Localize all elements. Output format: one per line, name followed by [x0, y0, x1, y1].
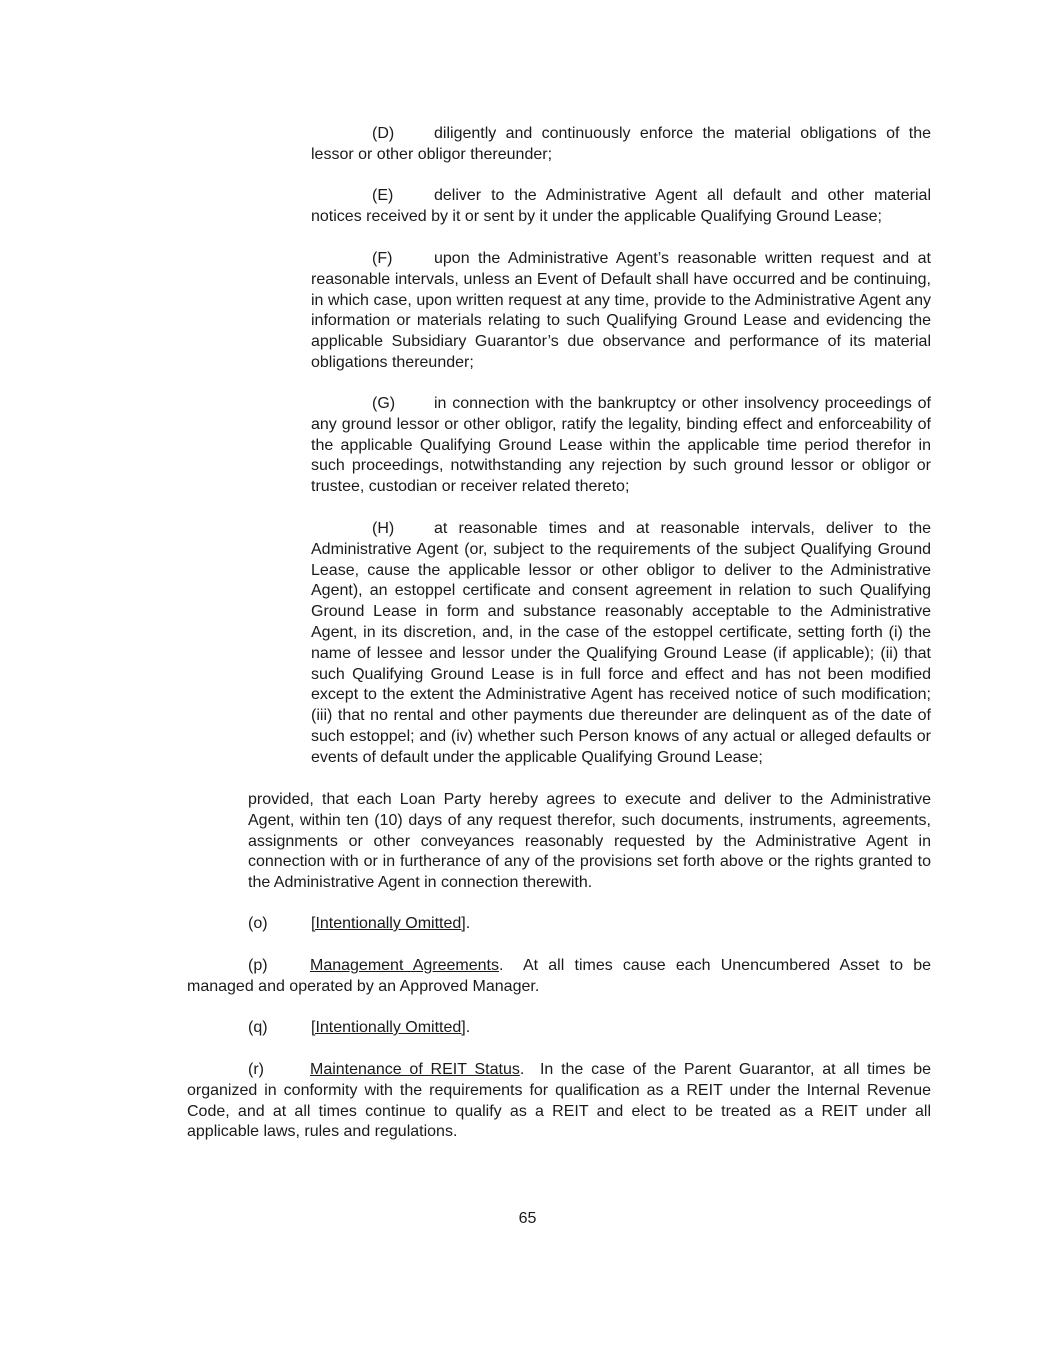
section-o — [248, 914, 470, 935]
clause-g-text: in connection with the bankruptcy or other insolvency proceedings of any ground lessor or other obligor, ratify the legality, binding effect and enforceability of the applicable Qualifying Ground Lease within the applicable time period therefor in such proceedings, notwithstanding any rejection by such ground lessor or obligor or trustee, custodian or receiver related thereto; — [311, 395, 931, 496]
clause-g-label: (G) — [372, 395, 396, 412]
clause-h-label: (H) — [372, 520, 395, 537]
section-r-heading: Maintenance of REIT Status — [310, 1061, 520, 1078]
clause-f — [311, 249, 931, 374]
section-r-text: In the case of the Parent Guarantor, at all times be organized in conformity with the requirements for qualification as a REIT under the Internal Revenue Code, and at all times continue to qualify as a REIT and elect to be treated as a REIT under all applicable laws, rules and regulations. — [187, 1061, 932, 1141]
section-o-heading: [Intentionally Omitted] — [311, 915, 466, 932]
section-q-punct: . — [465, 1019, 471, 1036]
page-number: 65 — [518, 1210, 537, 1227]
section-p — [187, 956, 931, 998]
section-p-heading: Management Agreements — [310, 957, 499, 974]
section-p-text: At all times cause each Unencumbered Asset to be managed and operated by an Approved Manager. — [187, 957, 932, 995]
proviso-paragraph: provided, that each Loan Party hereby agrees to execute and deliver to the Administrative Agent, within ten (10) days of any request therefor, such documents, instruments, agreements, assignments or other conveyances reasonably requested by the Administrative Agent in connection with or in furtherance of any of the provisions set forth above or the rights granted to the Administrative Agent in connection therewith. — [248, 791, 931, 892]
clause-d-text: diligently and continuously enforce the material obligations of the lessor or other obligor thereunder; — [311, 125, 931, 163]
section-r-label: (r) — [248, 1061, 264, 1078]
clause-g — [311, 394, 931, 498]
clause-f-label: (F) — [372, 250, 393, 267]
section-o-punct: . — [465, 915, 471, 932]
clause-e — [311, 186, 931, 228]
section-q-heading: [Intentionally Omitted] — [311, 1019, 466, 1036]
section-o-label: (o) — [248, 915, 268, 932]
section-p-punct: . — [498, 957, 504, 974]
section-r — [187, 1060, 931, 1143]
clause-e-label: (E) — [372, 187, 394, 204]
clause-d — [311, 124, 931, 166]
section-p-label: (p) — [248, 957, 268, 974]
section-q-label: (q) — [248, 1019, 268, 1036]
clause-e-text: deliver to the Administrative Agent all default and other material notices received by it or sent by it under the applicable Qualifying Ground Lease; — [311, 187, 931, 225]
clause-h — [311, 519, 931, 769]
section-q — [248, 1018, 470, 1039]
section-r-punct: . — [519, 1061, 525, 1078]
clause-d-label: (D) — [372, 125, 395, 142]
clause-f-text: upon the Administrative Agent’s reasonable written request and at reasonable intervals, unless an Event of Default shall have occurred and be continuing, in which case, upon written request at any time, provide to the Administrative Agent any information or materials relating to such Qualifying Ground Lease and evidencing the applicable Subsidiary Guarantor’s due observance and performance of its material obligations thereunder; — [311, 250, 931, 371]
clause-h-text: at reasonable times and at reasonable intervals, deliver to the Administrative Agent (or, subject to the requirements of the subject Qualifying Ground Lease, cause the applicable lessor or other obligor to deliver to the Administrative Agent), an estoppel certificate and consent agreement in relation to such Qualifying Ground Lease in form and substance reasonably acceptable to the Administrative Agent, in its discretion, and, in the case of the estoppel certificate, setting forth (i) the name of lessee and lessor under the Qualifying Ground Lease (if applicable); (ii) that such Qualifying Ground Lease is in full force and effect and has not been modified except to the extent the Administrative Agent has received notice of such modification; (iii) that no rental and other payments due thereunder are delinquent as of the date of such estoppel; and (iv) whether such Person knows of any actual or alleged defaults or events of default under the applicable Qualifying Ground Lease; — [311, 520, 931, 766]
